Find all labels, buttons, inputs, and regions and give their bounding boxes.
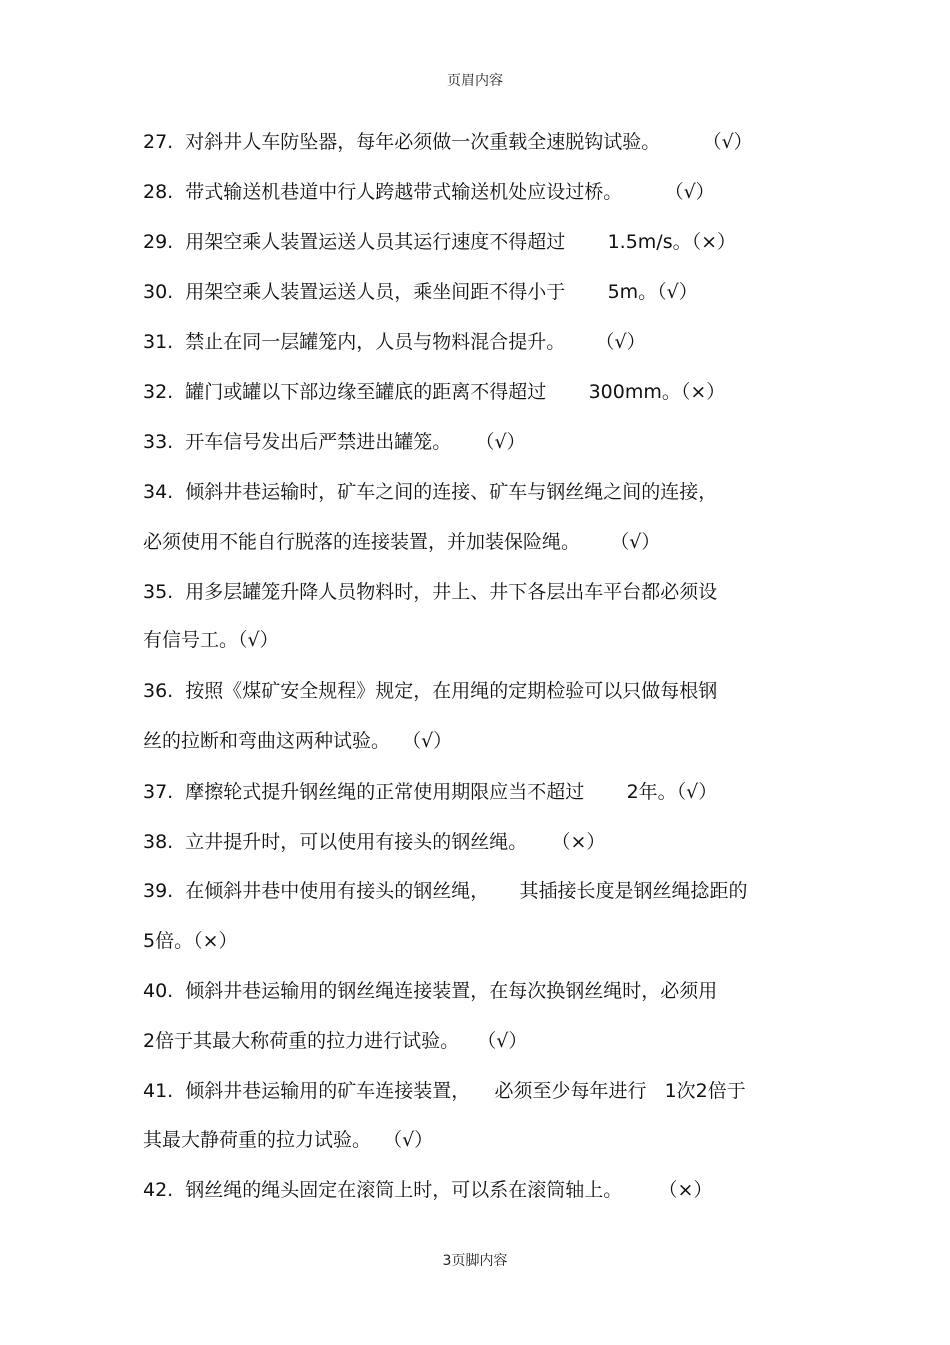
question-36-line2: 丝的拉断和弯曲这两种试验。 （√） (143, 730, 453, 752)
question-32: 32. 罐门或罐以下部边缘至罐底的距离不得超过 300mm。（×） (143, 381, 726, 403)
question-41-line1: 41. 倾斜井巷运输用的矿车连接装置， 必须至少每年进行 1次2倍于 (143, 1080, 746, 1102)
question-40-line1: 40. 倾斜井巷运输用的钢丝绳连接装置，在每次换钢丝绳时，必须用 (143, 980, 718, 1002)
question-42: 42. 钢丝绳的绳头固定在滚筒上时，可以系在滚筒轴上。 （×） (143, 1179, 713, 1201)
question-40-line2: 2倍于其最大称荷重的拉力进行试验。 （√） (143, 1030, 528, 1052)
page-header: 页眉内容 (447, 73, 503, 89)
question-28: 28. 带式输送机巷道中行人跨越带式输送机处应设过桥。 （√） (143, 181, 715, 203)
question-35-line1: 35. 用多层罐笼升降人员物料时，井上、井下各层出车平台都必须设 (143, 581, 718, 603)
question-33: 33. 开车信号发出后严禁进出罐笼。 （√） (143, 431, 526, 453)
question-39-line2: 5倍。（×） (143, 930, 238, 952)
question-39-line1: 39. 在倾斜井巷中使用有接头的钢丝绳， 其插接长度是钢丝绳捻距的 (143, 880, 748, 902)
question-37: 37. 摩擦轮式提升钢丝绳的正常使用期限应当不超过 2年。（√） (143, 781, 718, 803)
question-41-line2: 其最大静荷重的拉力试验。 （√） (143, 1129, 434, 1151)
question-30: 30. 用架空乘人装置运送人员，乘坐间距不得小于 5m。（√） (143, 281, 698, 303)
question-35-line2: 有信号工。（√） (143, 629, 279, 651)
question-29: 29. 用架空乘人装置运送人员其运行速度不得超过 1.5m/s。（×） (143, 231, 737, 253)
question-31: 31. 禁止在同一层罐笼内，人员与物料混合提升。 （√） (143, 331, 646, 353)
question-36-line1: 36. 按照《煤矿安全规程》规定，在用绳的定期检验可以只做每根钢 (143, 680, 718, 702)
question-34-line1: 34. 倾斜井巷运输时，矿车之间的连接、矿车与钢丝绳之间的连接， (143, 481, 718, 503)
question-38: 38. 立井提升时，可以使用有接头的钢丝绳。 （×） (143, 831, 606, 853)
question-27: 27. 对斜井人车防坠器，每年必须做一次重载全速脱钩试验。 （√） (143, 131, 753, 153)
question-34-line2: 必须使用不能自行脱落的连接装置，并加装保险绳。 （√） (143, 531, 661, 553)
page-footer: 3页脚内容 (442, 1253, 508, 1269)
